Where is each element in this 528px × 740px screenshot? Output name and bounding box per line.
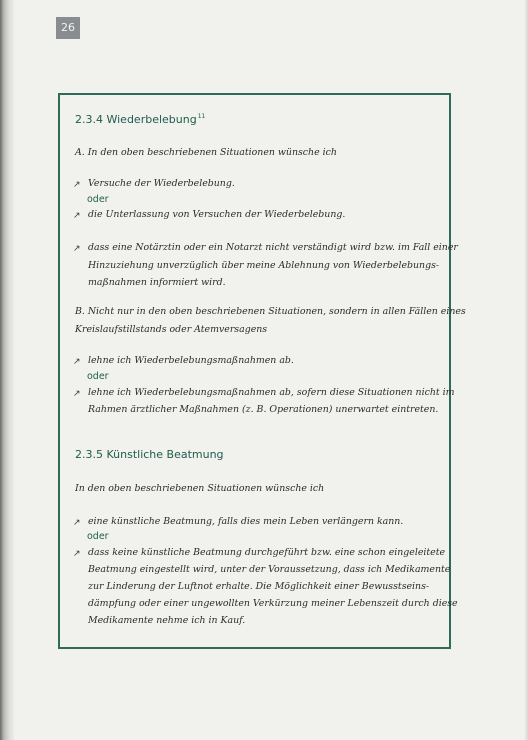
option-keine-beatmung-line-3: zur Linderung der Luftnot erhalte. Die Möglichkeit einer Bewusstseins-	[88, 581, 430, 592]
bullet-arrow-icon: ↗	[73, 180, 81, 190]
option-notarzt-line-1: dass eine Notärztin oder ein Notarzt nicht verständigt wird bzw. im Fall einer	[88, 242, 458, 253]
intro-b-line-1: B. Nicht nur in den oben beschriebenen Situationen, sondern in allen Fällen eines	[75, 306, 466, 317]
section-heading-text: 2.3.4 Wiederbelebung	[75, 113, 197, 126]
bullet-arrow-icon: ↗	[73, 518, 81, 528]
option-keine-beatmung-line-5: Medikamente nehme ich in Kauf.	[88, 615, 246, 626]
bullet-arrow-icon: ↗	[73, 211, 81, 221]
option-beatmung: eine künstliche Beatmung, falls dies mein Leben verlängern kann.	[88, 516, 404, 527]
page-number: 26	[56, 17, 80, 39]
option-ablehnen: lehne ich Wiederbelebungsmaßnahmen ab.	[88, 355, 294, 366]
option-keine-beatmung-line-2: Beatmung eingestellt wird, unter der Voraussetzung, dass ich Medikamente	[88, 564, 451, 575]
intro-beatmung: In den oben beschriebenen Situationen wünsche ich	[75, 483, 325, 494]
option-wiederbelebung: Versuche der Wiederbelebung.	[88, 178, 235, 189]
bullet-arrow-icon: ↗	[73, 244, 81, 254]
or-separator: oder	[87, 194, 109, 205]
bullet-arrow-icon: ↗	[73, 389, 81, 399]
or-separator: oder	[87, 371, 109, 382]
page-edge	[524, 0, 528, 740]
option-ablehnen-bedingt-line-1: lehne ich Wiederbelebungsmaßnahmen ab, sofern diese Situationen nicht im	[88, 387, 455, 398]
section-heading-beatmung: 2.3.5 Künstliche Beatmung	[75, 448, 224, 461]
option-keine-beatmung-line-1: dass keine künstliche Beatmung durchgeführt bzw. eine schon eingeleitete	[88, 547, 446, 558]
intro-b-line-2: Kreislaufstillstands oder Atemversagens	[75, 324, 268, 335]
or-separator: oder	[87, 531, 109, 542]
intro-a: A. In den oben beschriebenen Situationen wünsche ich	[75, 147, 337, 158]
option-ablehnen-bedingt-line-2: Rahmen ärztlicher Maßnahmen (z. B. Operationen) unerwartet eintreten.	[88, 404, 439, 415]
option-notarzt-line-3: maßnahmen informiert wird.	[88, 277, 226, 288]
bullet-arrow-icon: ↗	[73, 357, 81, 367]
page-gutter-shadow	[0, 0, 14, 740]
section-heading-wiederbelebung	[75, 113, 205, 126]
bullet-arrow-icon: ↗	[73, 549, 81, 559]
footnote-marker: 11	[197, 113, 206, 120]
option-unterlassung: die Unterlassung von Versuchen der Wiederbelebung.	[88, 209, 346, 220]
option-keine-beatmung-line-4: dämpfung oder einer ungewollten Verkürzung meiner Lebenszeit durch diese	[88, 598, 458, 609]
option-notarzt-line-2: Hinzuziehung unverzüglich über meine Ablehnung von Wiederbelebungs-	[88, 260, 440, 271]
